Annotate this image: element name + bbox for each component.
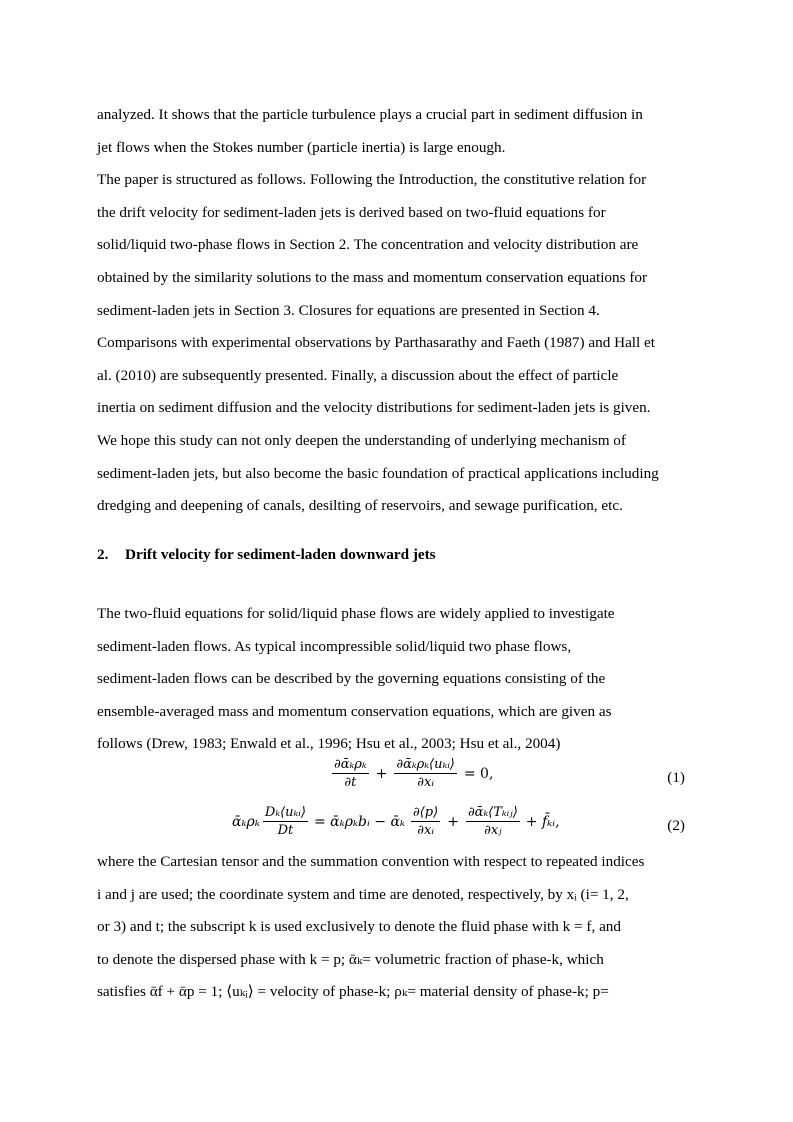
fraction: [263, 805, 308, 838]
numerator: ∂ᾱₖρₖ: [334, 757, 367, 772]
text-line: analyzed. It shows that the particle turbulence plays a crucial part in sediment diffusion in: [97, 106, 643, 123]
numerator: ∂ᾱₖ⟨Tₖᵢⱼ⟩: [467, 805, 518, 820]
fraction: [332, 757, 369, 790]
equation-term: + f̄ₖᵢ,: [525, 813, 560, 830]
text-line: sediment-laden flows can be described by the governing equations consisting of the: [97, 670, 606, 688]
equation-term: ᾱₖρₖ: [232, 813, 260, 830]
equation-number: (1): [667, 769, 685, 786]
denominator: ∂xⱼ: [484, 823, 502, 838]
text-line: to denote the dispersed phase with k = p; ᾱₖ= volumetric fraction of phase-k, which: [97, 950, 604, 968]
text-line: We hope this study can not only deepen the understanding of underlying mechanism of: [97, 431, 626, 449]
numerator: ∂ᾱₖρₖ⟨uₖᵢ⟩: [396, 757, 455, 772]
fraction: [411, 805, 440, 838]
text-line: dredging and deepening of canals, desilting of reservoirs, and sewage purification, etc.: [97, 497, 623, 515]
text-line: The paper is structured as follows. Following the Introduction, the constitutive relation for: [97, 171, 647, 189]
denominator: ∂xᵢ: [417, 775, 434, 790]
section-text-block: [97, 598, 687, 761]
text-line: sediment-laden jets in Section 3. Closures for equations are presented in Section 4.: [97, 301, 600, 319]
text-line: satisfies ᾱf + ᾱp = 1; ⟨uₖᵢ⟩ = velocity of phase-k; ρₖ= material density of phase-k; p=: [97, 983, 609, 1001]
plus-sign: +: [447, 813, 459, 830]
text-line: where the Cartesian tensor and the summation convention with respect to repeated indices: [97, 853, 645, 870]
text-line: The two-fluid equations for solid/liquid phase flows are widely applied to investigate: [97, 605, 615, 622]
numerator: ∂⟨p⟩: [413, 805, 439, 820]
section-heading: [97, 546, 436, 564]
text-line: solid/liquid two-phase flows in Section 2. The concentration and velocity distribution are: [97, 236, 639, 254]
intro-text-block: [97, 99, 687, 523]
text-line: sediment-laden jets, but also become the basic foundation of practical applications including: [97, 464, 659, 482]
text-line: inertia on sediment diffusion and the velocity distributions for sediment-laden jets is given.: [97, 399, 651, 417]
text-line: jet flows when the Stokes number (particle inertia) is large enough.: [97, 138, 506, 156]
denominator: ∂xᵢ: [417, 823, 434, 838]
fraction: [466, 805, 520, 838]
text-line: Comparisons with experimental observations by Parthasarathy and Faeth (1987) and Hall et: [97, 334, 656, 352]
numerator: Dₖ⟨uₖᵢ⟩: [264, 805, 306, 820]
plus-sign: +: [375, 765, 388, 782]
denominator: Dt: [277, 823, 294, 838]
text-line: sediment-laden flows. As typical incompressible solid/liquid two phase flows,: [97, 637, 572, 655]
fraction: [394, 757, 457, 790]
text-line: obtained by the similarity solutions to the mass and momentum conservation equations for: [97, 268, 648, 286]
section-title: Drift velocity for sediment-laden downward jets: [125, 546, 436, 563]
equation-term: = ᾱₖρₖbᵢ − ᾱₖ: [313, 813, 406, 830]
equation-number: (2): [667, 817, 685, 834]
text-line: al. (2010) are subsequently presented. Finally, a discussion about the effect of particle: [97, 366, 619, 384]
text-line: i and j are used; the coordinate system and time are denoted, respectively, by xᵢ (i= 1, 2,: [97, 885, 629, 903]
text-line: follows (Drew, 1983; Enwald et al., 1996; Hsu et al., 2003; Hsu et al., 2004): [97, 735, 561, 753]
text-line: ensemble-averaged mass and momentum conservation equations, which are given as: [97, 702, 612, 720]
equation-rhs: = 0,: [463, 765, 494, 782]
denominator: ∂t: [344, 775, 357, 790]
text-line: the drift velocity for sediment-laden jets is derived based on two-fluid equations for: [97, 203, 606, 221]
equation-1: [97, 757, 687, 797]
section-number: 2.: [97, 546, 109, 563]
definitions-text-block: [97, 846, 687, 1009]
equation-2: [97, 805, 687, 845]
text-line: or 3) and t; the subscript k is used exclusively to denote the fluid phase with k = f, and: [97, 918, 621, 936]
